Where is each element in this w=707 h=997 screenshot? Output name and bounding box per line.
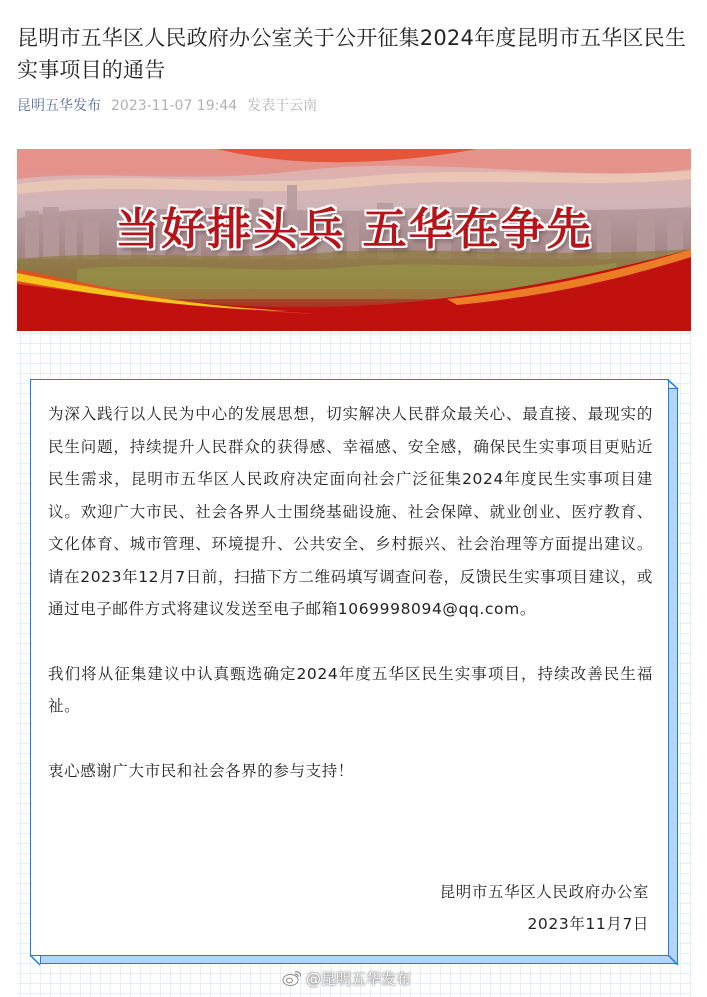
corner-fold-icon	[30, 954, 42, 966]
header-banner-image	[17, 149, 691, 331]
signature-date: 2023年11月7日	[527, 915, 649, 933]
publish-location: 发表于云南	[247, 98, 318, 114]
signature-org: 昆明市五华区人民政府办公室	[439, 883, 649, 901]
banner-slogan: 当好排头兵 五华在争先	[115, 204, 593, 255]
publish-time: 2023-11-07 19:44	[111, 98, 238, 114]
author-link[interactable]: 昆明五华发布	[17, 98, 101, 114]
notice-paragraph: 我们将从征集建议中认真甄选确定2024年度五华区民生实事项目，持续改善民生福祉。	[48, 664, 653, 715]
weibo-icon	[282, 969, 302, 987]
watermark-text: @昆明五华发布	[306, 969, 412, 988]
article-meta	[17, 96, 317, 116]
notice-paragraph: 为深入践行以人民为中心的发展思想，切实解决人民群众最关心、最直接、最现实的民生问题，持续提升人民群众的获得感、幸福感、安全感，确保民生实事项目更贴近民生需求，昆明市五华区人民政府决定面向社会广泛征集2024年度民生实事项目建议。欢迎广大市民、社会各界人士围绕基础设施、社会保障、就业创业、医疗教育、文化体育、城市管理、环境提升、公共安全、乡村振兴、社会治理等方面提出建议。请在2023年12月7日前，扫描下方二维码填写调查问卷，反馈民生实事项目建议，或通过电子邮件方式将建议发送至电子邮箱1069998094@qq.com。	[48, 405, 653, 618]
signature-block	[440, 876, 649, 940]
notice-body	[48, 398, 653, 787]
corner-fold-icon	[667, 379, 679, 391]
corner-fold-icon	[667, 954, 679, 966]
notice-paragraph: 衷心感谢广大市民和社会各界的参与支持！	[48, 761, 354, 780]
weibo-watermark	[282, 966, 411, 990]
article-title: 昆明市五华区人民政府办公室关于公开征集2024年度昆明市五华区民生实事项目的通告	[17, 26, 687, 82]
